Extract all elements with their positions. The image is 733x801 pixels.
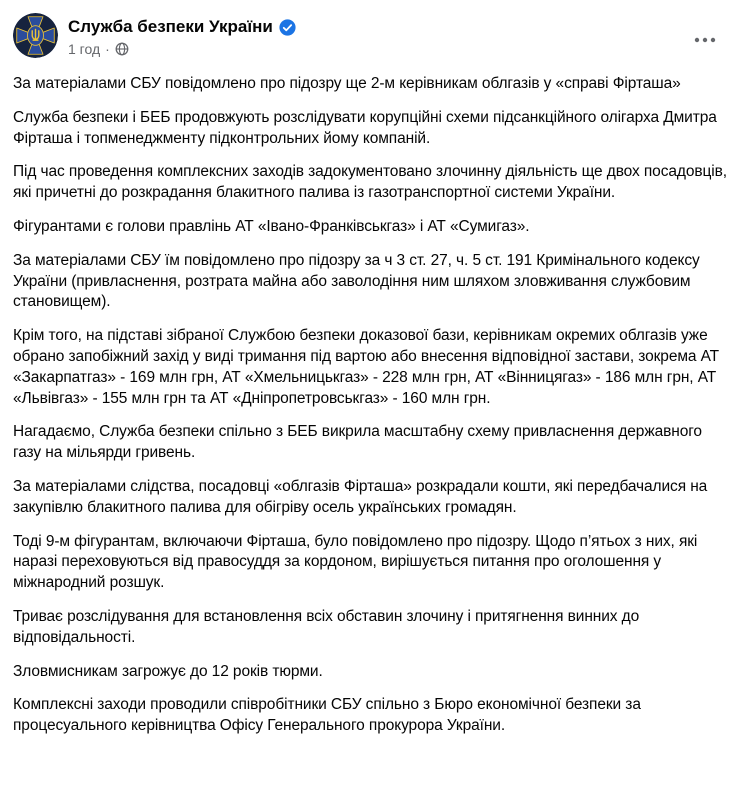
post-paragraph: Служба безпеки і БЕБ продовжують розслідувати корупційні схеми підсанкційного олігарха Дмитра Фірташа і топменеджменту підконтрольних йому компаній.: [13, 108, 717, 147]
post-paragraph: Нагадаємо, Служба безпеки спільно з БЕБ викрила масштабну схему привласнення державного газу на мільярди гривень.: [13, 423, 702, 462]
post-paragraph: Комплексні заходи проводили співробітники СБУ спільно з Бюро економічної безпеки за процесуального керівництва Офісу Генерального прокурора України.: [13, 696, 641, 735]
post-paragraph: За матеріалами СБУ їм повідомлено про підозру за ч 3 ст. 27, ч. 5 ст. 191 Кримінального кодексу України (привласнення, розтрата майна або заволодіння ним шляхом зловживання службовим становищем).: [13, 251, 700, 311]
post-paragraph: За матеріалами слідства, посадовці «облгазів Фірташа» розкрадали кошти, які передбачалися на закупівлю блакитного палива для обігріву осель українських громадян.: [13, 477, 708, 516]
post-paragraph: За матеріалами СБУ повідомлено про підозру ще 2-м керівникам облгазів у «справі Фірташа»: [13, 75, 681, 92]
post-paragraph: Крім того, на підставі зібраної Службою безпеки доказової бази, керівникам окремих облгазів уже обрано запобіжний захід у виді тримання під вартою або внесення відповідної застави, зокрема АТ «Закарпатгаз» - 169 млн грн, АТ «Хмельницькгаз» - 228 млн грн, АТ «Вінницягаз» - 186 млн грн, АТ «Львівгаз» - 155 млн грн та АТ «Дніпропетровськгаз» - 160 млн грн.: [13, 327, 720, 407]
page-name-row: [68, 16, 296, 37]
post-header: [0, 0, 733, 58]
post-meta: [68, 41, 296, 57]
post-paragraph: Тоді 9-м фігурантам, включаючи Фірташа, було повідомлено про підозру. Щодо п’ятьох з них, які наразі переховуються від правосуддя за кордоном, вирішується питання про оголошення у міжнародний розшук.: [13, 532, 698, 592]
post-paragraph: Триває розслідування для встановлення всіх обставин злочину і притягнення винних до відповідальності.: [13, 607, 640, 646]
post-header-text: [68, 13, 296, 57]
post-paragraph: Зловмисникам загрожує до 12 років тюрми.: [13, 662, 323, 680]
post-timestamp-link[interactable]: 1 год: [68, 41, 101, 57]
public-globe-icon: [115, 42, 129, 56]
post-paragraph: Фігурантами є голови правлінь АТ «Івано-Франківськгаз» і АТ «Сумигаз».: [13, 217, 530, 235]
post-options-button[interactable]: [689, 24, 721, 56]
sbu-emblem-icon: [13, 13, 58, 58]
page-name-link[interactable]: Служба безпеки України: [68, 17, 273, 36]
ellipsis-icon: [694, 37, 716, 43]
post-paragraph: Під час проведення комплексних заходів задокументовано злочинну діяльність ще двох посадовців, які причетні до розкрадання блакитного палива із газотранспортної системи України.: [13, 163, 727, 202]
page-avatar[interactable]: [13, 13, 58, 58]
post-text: [0, 58, 733, 737]
meta-separator: ·: [105, 41, 110, 57]
verified-badge-icon: [279, 19, 296, 36]
